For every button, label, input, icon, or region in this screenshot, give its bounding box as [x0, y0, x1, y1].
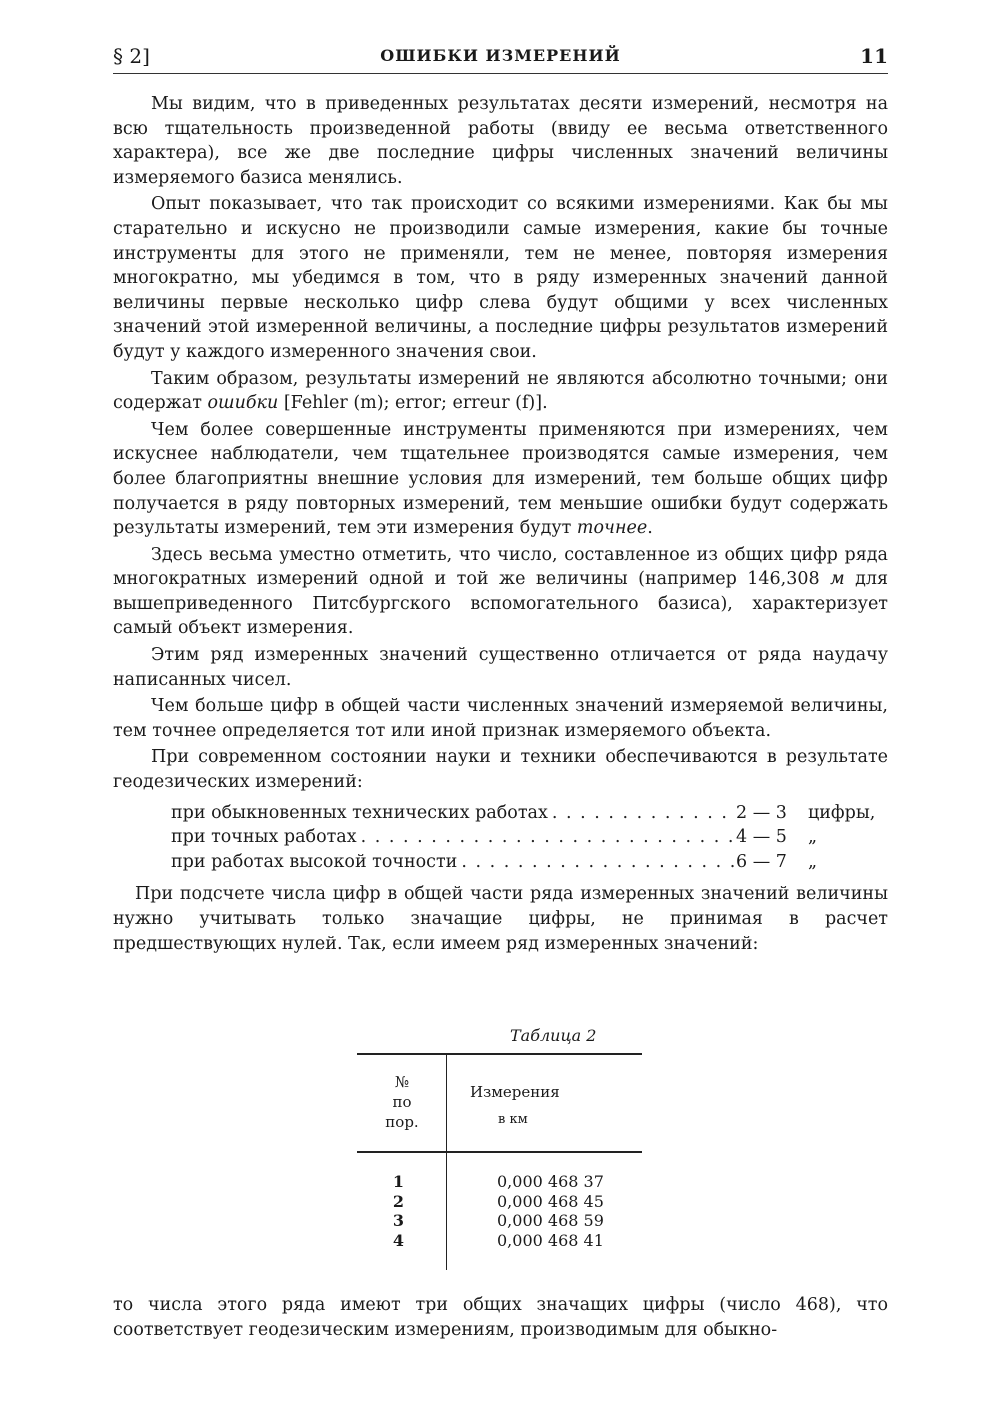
- table-column-number: [362, 1172, 442, 1250]
- table-cell: 0,000 468 59: [497, 1211, 604, 1230]
- paragraph-7: Чем больше цифр в общей части численных значений измеряемой величины, тем точнее определяется тот или иной признак измеряемого объекта.: [113, 696, 888, 741]
- term-more-precise: точнее: [576, 518, 648, 539]
- table-cell: 0,000 468 37: [497, 1172, 604, 1191]
- paragraph-2: Опыт показывает, что так происходит со всякими измерениями. Как бы мы старательно и искусно не производили самые измерения, какие бы точные инструменты для этого не применяли, тем не менее, повторяя измерения многократно, мы убедимся в том, что в ряду измеренных значений данной величины первые несколько цифр слева будут общими у всех численных значений этой измеренной величины, а последние цифры результатов измерений будут у каждого измеренного значения свои.: [113, 194, 888, 362]
- dot-leader: [548, 801, 736, 826]
- table-header-rule: [357, 1151, 642, 1153]
- table-cell: 3: [392, 1211, 404, 1230]
- unit-meter: м: [830, 569, 845, 590]
- paragraph-4: Чем более совершенные инструменты применяются при измерениях, чем искуснее наблюдатели, чем тщательнее производятся самые измерения, чем более благоприятны внешние условия для измерений, тем больше общих цифр получается в ряду повторных измерений, тем меньшие ошибки будут содержать результаты измерений, тем эти измерения будут точнее.: [113, 419, 888, 539]
- running-header: [113, 44, 888, 68]
- list-item: при обыкновенных технических работах . . . 2 — 3 цифры,: [171, 801, 888, 826]
- table-cell: 1: [392, 1172, 404, 1191]
- table-top-rule: [357, 1053, 642, 1055]
- list-item: при точных работах . . . 4 — 5 „: [171, 825, 888, 850]
- paragraph-5: Здесь весьма уместно отметить, что число, составленное из общих цифр ряда многократных измерений одной и той же величины (например 146,308 м для вышеприведенного Питсбургского вспомогательного базиса), характеризует самый объект измерения.: [113, 544, 889, 639]
- paragraph-3: Таким образом, результаты измерений не являются абсолютно точными; они содержат ошибки [Fehler (m); error; erreur (f)].: [113, 368, 888, 414]
- table-header-number: № по пор.: [385, 1073, 419, 1131]
- table-header-unit: в км: [498, 1112, 528, 1127]
- dot-leader: [357, 825, 736, 850]
- table-header-measurements: Измерения в км: [470, 1078, 630, 1134]
- closing-text: [113, 1293, 888, 1342]
- paragraph-1: Мы видим, что в приведенных результатах десяти измерений, несмотря на всю тщательность произведенной работы (ввиду ее весьма ответственного характера), все же две последние цифры численных значений величины измеряемого базиса менялись.: [113, 94, 888, 188]
- paragraph-9: При подсчете числа цифр в общей части ряда измеренных значений величины нужно учитывать только значащие цифры, не принимая в расчет предшествующих нулей. Так, если имеем ряд измеренных значений:: [113, 884, 888, 954]
- section-marker: § 2]: [113, 44, 150, 68]
- paragraph-6: Этим ряд измеренных значений существенно отличается от ряда наудачу написанных чисел.: [113, 645, 888, 690]
- main-text: [113, 92, 888, 958]
- table-caption: Таблица 2: [510, 1026, 597, 1045]
- precision-list: [171, 801, 888, 875]
- table-cell: 4: [392, 1230, 404, 1250]
- list-item: при работах высокой точности . . . 6 — 7 „: [171, 850, 888, 875]
- term-errors: ошибки: [207, 393, 279, 414]
- table-column-divider: [446, 1055, 447, 1270]
- running-title: ОШИБКИ ИЗМЕРЕНИЙ: [380, 46, 621, 65]
- paragraph-8: При современном состоянии науки и техники обеспечиваются в результате геодезических измерений:: [113, 747, 888, 793]
- table-cell: 0,000 468 45: [497, 1191, 604, 1211]
- page-number: 11: [860, 44, 888, 68]
- header-rule: [113, 73, 888, 74]
- table-cell: 2: [392, 1191, 404, 1211]
- table-cell: 0,000 468 41: [497, 1230, 604, 1250]
- dot-leader: [457, 850, 736, 875]
- paragraph-10: то числа этого ряда имеют три общих значащих цифры (число 468), что соответствует геодезическим измерениям, производимым для обыкно-: [113, 1295, 888, 1340]
- table-column-values: [497, 1172, 637, 1250]
